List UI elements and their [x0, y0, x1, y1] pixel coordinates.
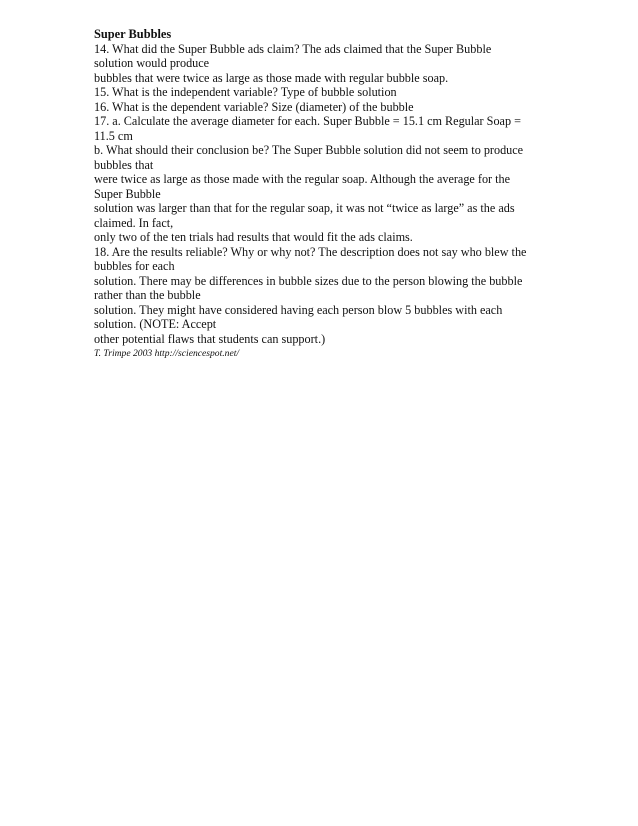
text-line: claimed. In fact, [94, 215, 174, 230]
text-line: b. What should their conclusion be? The Super Bubble solution did not seem to produce [94, 143, 524, 157]
text-line: bubbles that were twice as large as those made with regular bubble soap. [94, 70, 449, 85]
text-line: solution. They might have considered having each person blow 5 bubbles with each [94, 302, 503, 317]
text-line: 11.5 cm [94, 128, 133, 143]
text-line: 18. Are the results reliable? Why or why not? The description does not say who blew the [94, 244, 527, 259]
text-line: rather than the bubble [94, 288, 201, 302]
text-line: solution. (NOTE: Accept [94, 317, 217, 331]
text-line: only two of the ten trials had results that would fit the ads claims. [94, 230, 413, 244]
text-line: 14. What did the Super Bubble ads claim? The ads claimed that the Super Bubble [94, 41, 492, 56]
document-title: Super Bubbles [94, 27, 172, 41]
text-line: solution. There may be differences in bubble sizes due to the person blowing the bubble [94, 273, 523, 288]
text-line: solution was larger than that for the regular soap, it was not “twice as large” as the ads [94, 201, 515, 215]
document-content [94, 27, 574, 370]
text-line: 15. What is the independent variable? Type of bubble solution [94, 85, 397, 99]
text-line: solution would produce [94, 56, 210, 70]
text-line: were twice as large as those made with the regular soap. Although the average for the [94, 172, 511, 186]
text-line: other potential flaws that students can support.) [94, 331, 326, 346]
text-line: bubbles for each [94, 259, 175, 273]
text-line: 16. What is the dependent variable? Size (diameter) of the bubble [94, 99, 414, 114]
text-line: 17. a. Calculate the average diameter for each. Super Bubble = 15.1 cm Regular Soap = [94, 114, 521, 128]
text-line: Super Bubble [94, 186, 161, 201]
document-footer: T. Trimpe 2003 http://sciencespot.net/ [94, 348, 240, 359]
text-line: bubbles that [94, 157, 154, 172]
